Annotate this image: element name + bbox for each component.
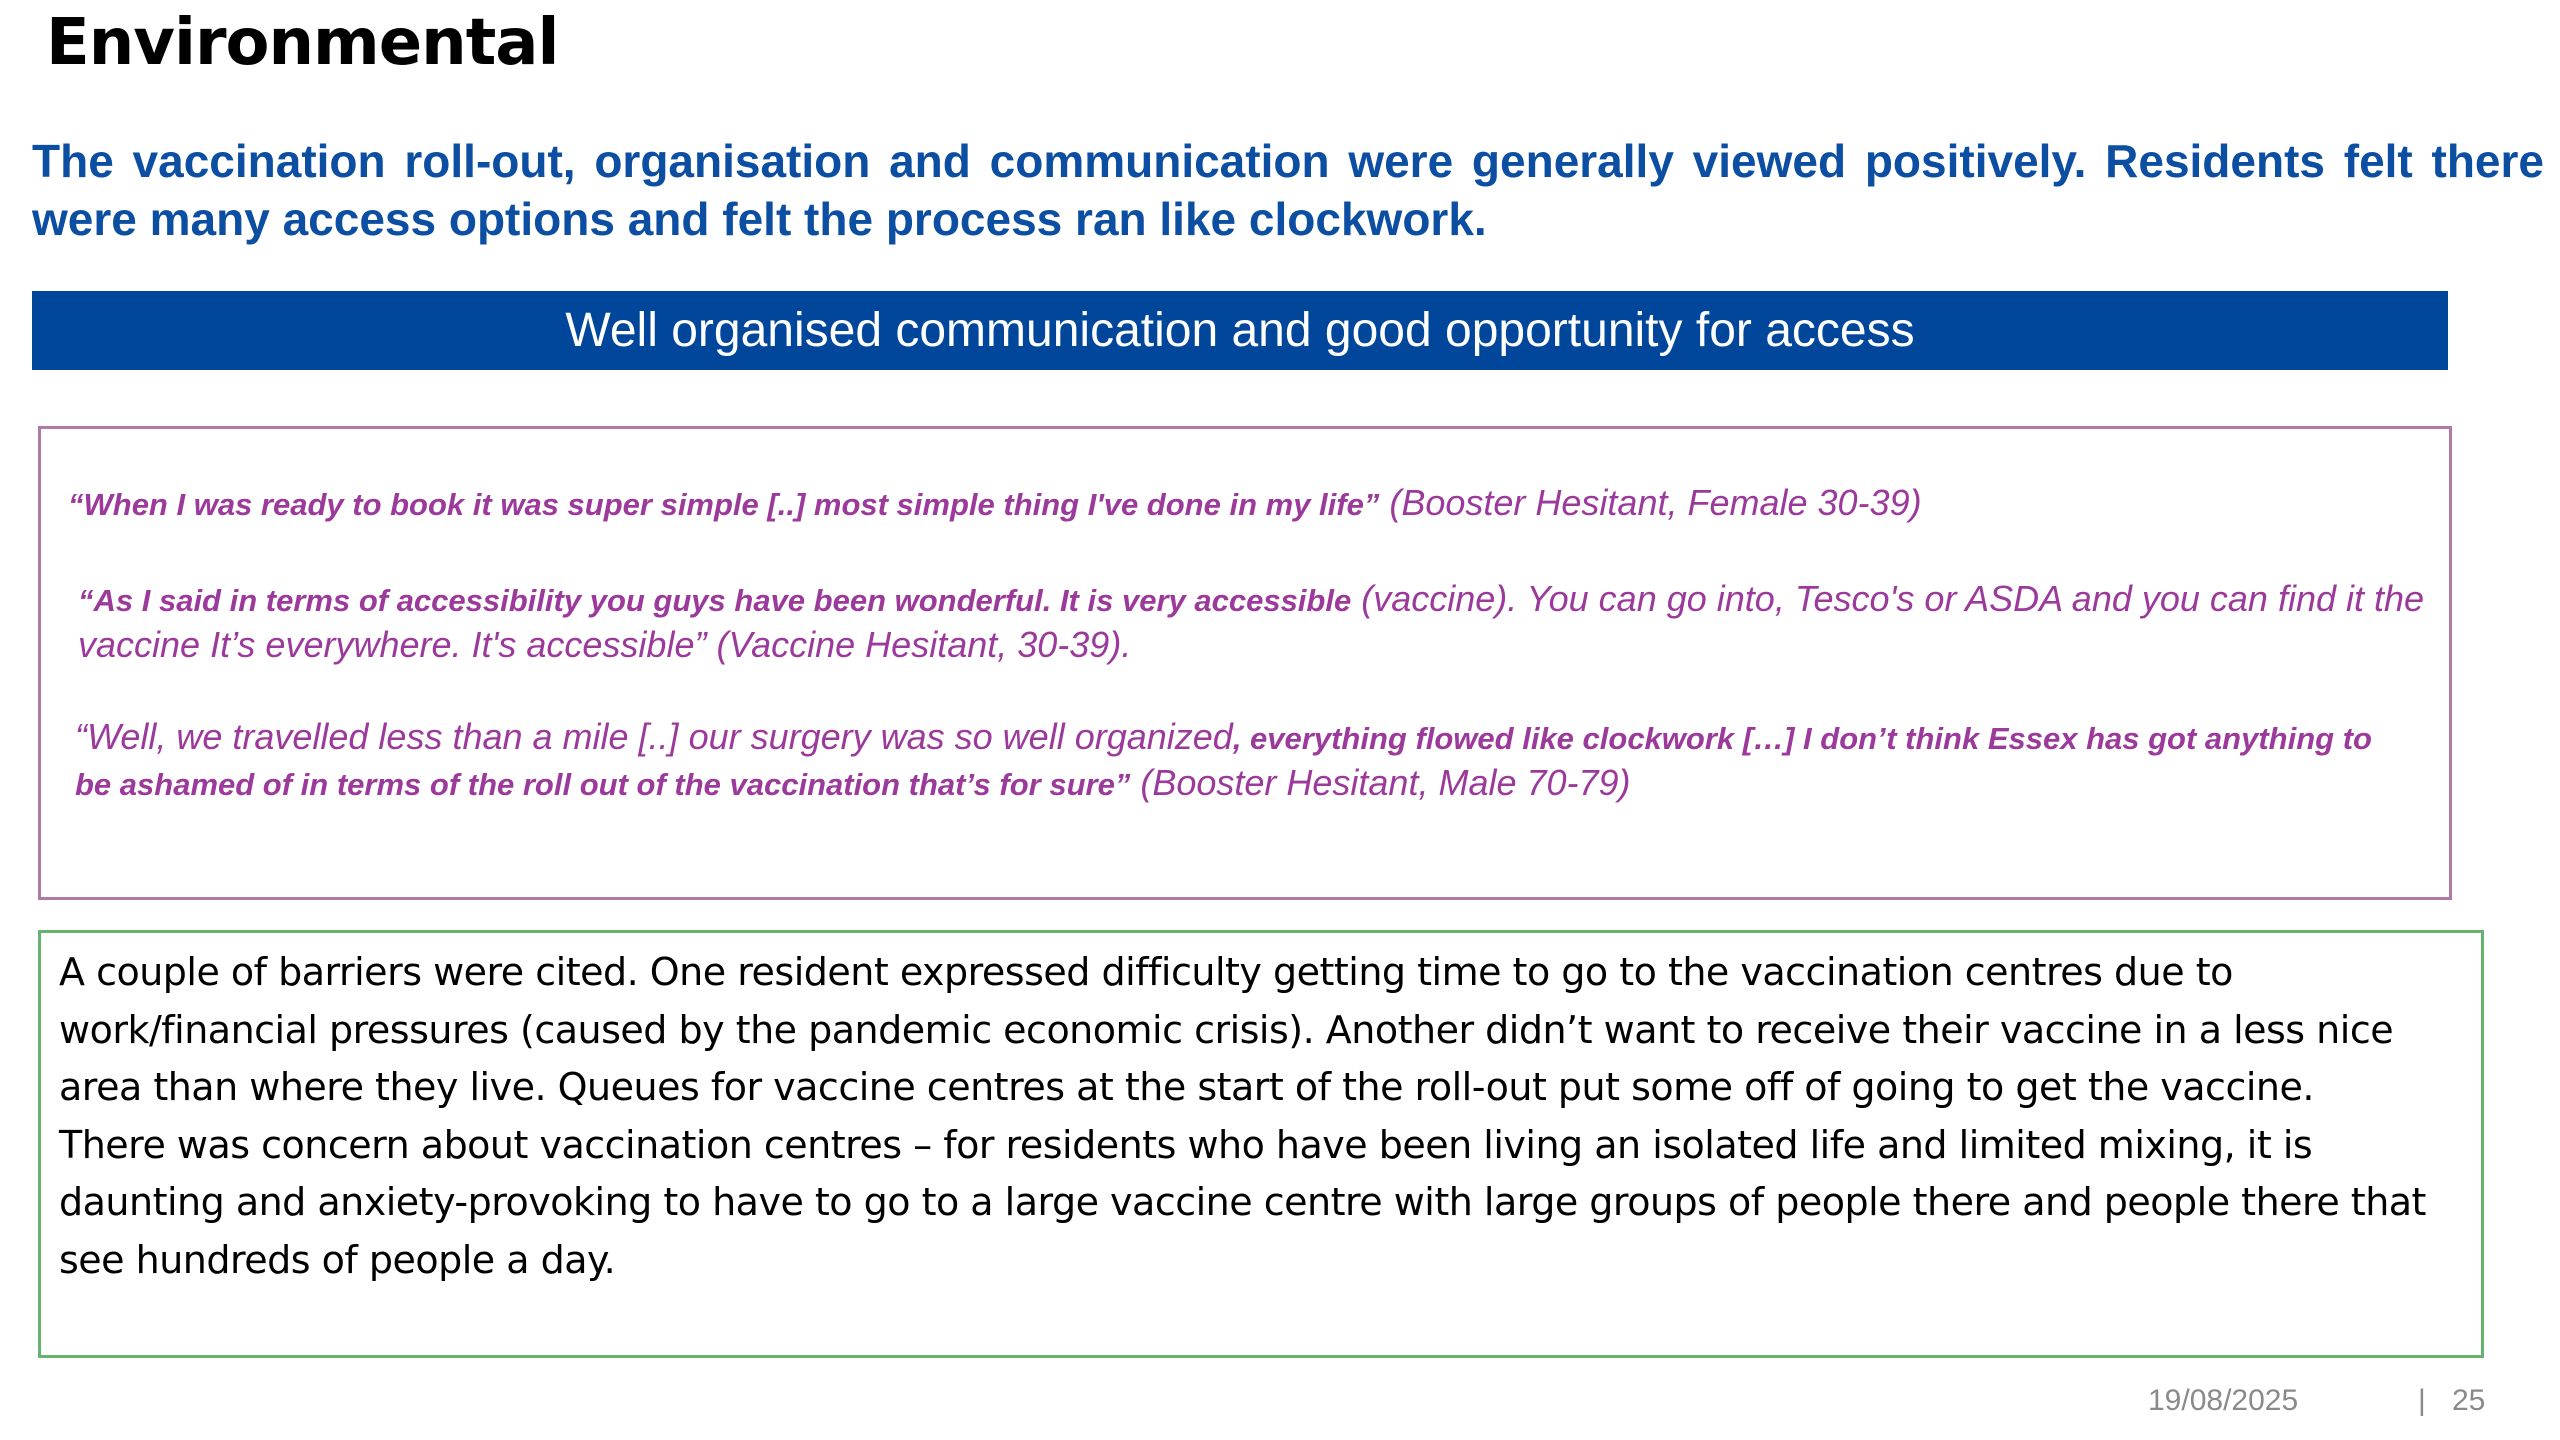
- barriers-paragraph-1: A couple of barriers were cited. One resident expressed difficulty getting time to go to the vaccination centres due to work/financial pressures (caused by the pandemic economic crisis). Another didn’t want to receive their vaccine in a less nice area than where they live. Queues for vaccine centres at the start of the roll-out put some off of going to get the vaccine.: [59, 950, 2394, 1109]
- quote-text-bold: , everything flowed like clockwork […] I don’t think Essex has got anything to be ashamed of in terms of the roll out of the vaccination that’s for sure”: [75, 721, 2372, 802]
- quote-text: “As I said in terms of accessibility you guys have been wonderful. It is very accessible: [78, 583, 1352, 618]
- quote-continuation: (vaccine). You can go into, Tesco's or ASDA and you can find it the vaccine It’s everywhere. It's accessible” (Vaccine Hesitant, 30-39).: [78, 578, 2425, 665]
- slide-title: Environmental: [46, 6, 559, 80]
- barriers-box: [38, 930, 2484, 1358]
- quote-text: “When I was ready to book it was super simple [..] most simple thing I've done in my life”: [68, 487, 1380, 522]
- quote-text-start: “Well, we travelled less than a mile [..] our surgery was so well organized: [75, 716, 1233, 757]
- headline-summary: The vaccination roll-out, organisation and communication were generally viewed positively. Residents felt there were many access options and felt the process ran like clockwork.: [32, 135, 2544, 245]
- quote-booster-male: [75, 715, 2375, 807]
- quote-vaccine-hesitant: [78, 577, 2448, 668]
- quote-attribution: (Booster Hesitant, Male 70-79): [1130, 762, 1631, 803]
- quotes-box: [38, 426, 2452, 900]
- footer-date: 19/08/2025: [2148, 1384, 2299, 1417]
- barriers-paragraph-2: There was concern about vaccination centres – for residents who have been living an isolated life and limited mixing, it is daunting and anxiety-provoking to have to go to a large vaccine centre with large groups of people there and people there that see hundreds of people a day.: [59, 1122, 2426, 1282]
- quote-attribution: (Booster Hesitant, Female 30-39): [1379, 482, 1922, 523]
- footer-separator: |: [2418, 1384, 2426, 1417]
- section-banner: Well organised communication and good opportunity for access: [32, 291, 2448, 370]
- quote-booster-female: [68, 481, 2438, 527]
- page-number: 25: [2452, 1384, 2486, 1417]
